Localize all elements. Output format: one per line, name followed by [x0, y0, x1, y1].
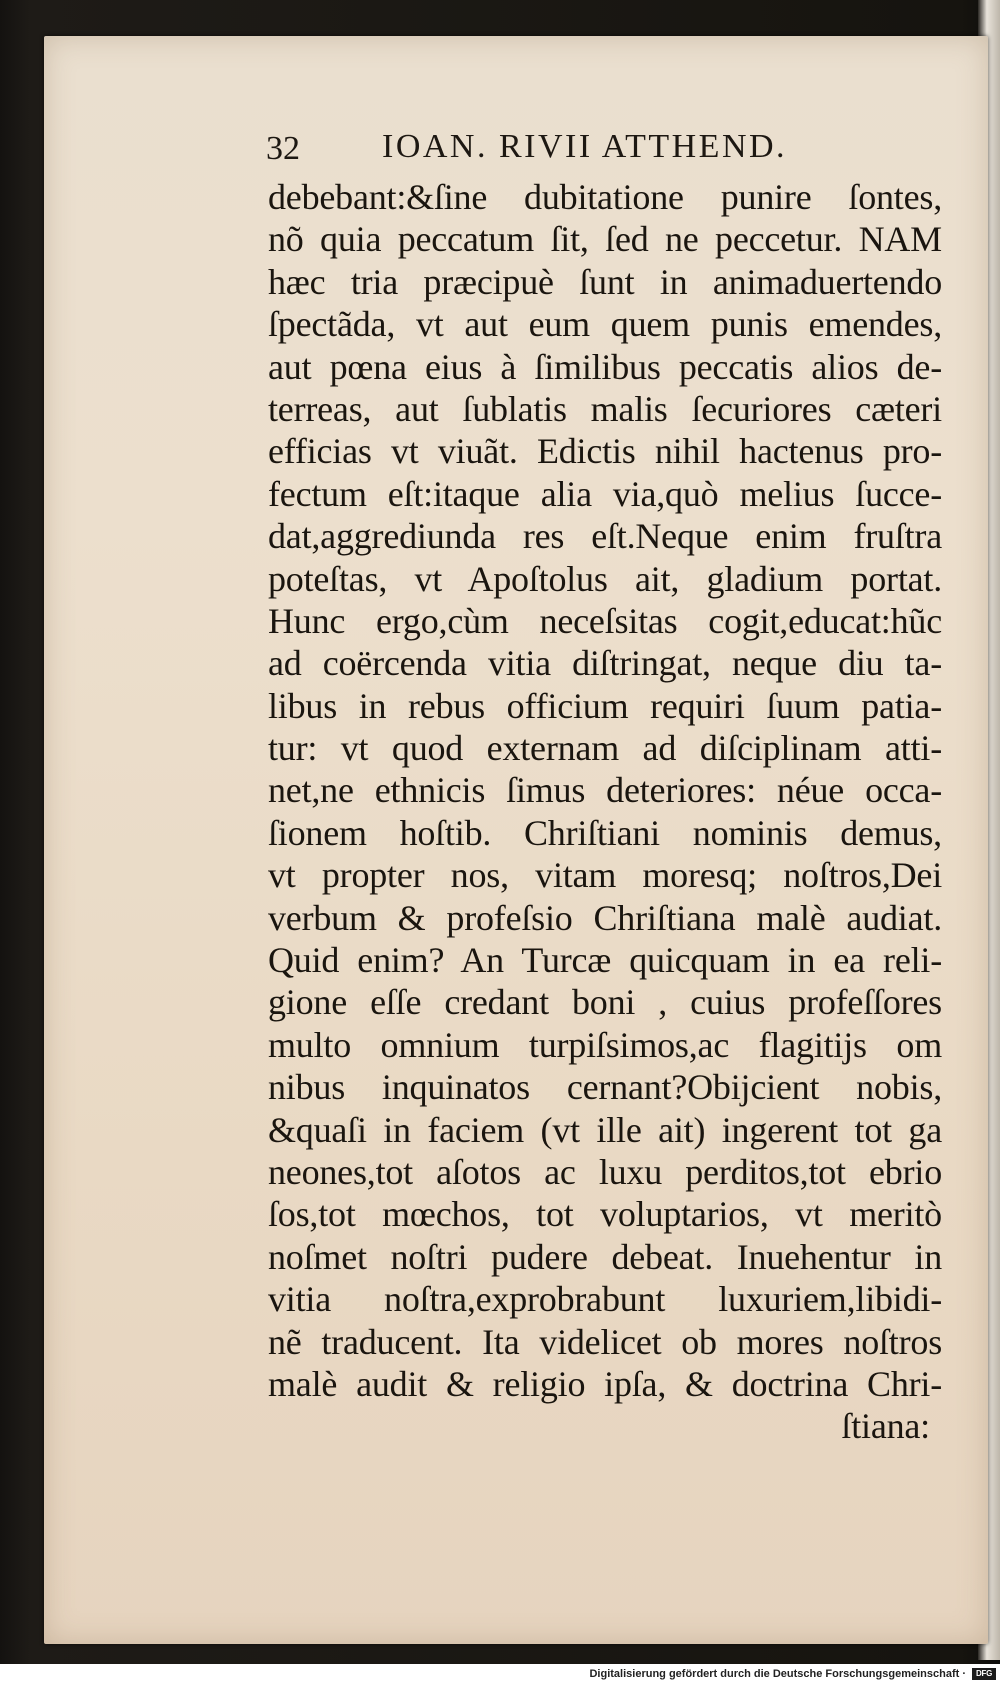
text-line: dat,aggrediunda res eſt.Neque enim fruſtra: [268, 516, 942, 557]
text-line: ſionem hoſtib. Chriſtiani nominis demus,: [268, 812, 942, 853]
funding-credit: Digitalisierung gefördert durch die Deutsche Forschungsgemeinschaft ·: [589, 1668, 966, 1680]
text-line: Hunc ergo,cùm neceſsitas cogit,educat:hũc: [268, 600, 942, 641]
text-line: gione eſſe credant boni , cuius profeſſores: [268, 982, 942, 1023]
text-line: ſpectãda, vt aut eum quem punis emendes,: [268, 304, 942, 345]
dfg-logo-icon: DFG: [972, 1668, 996, 1680]
text-line: libus in rebus officium requiri ſuum patia-: [268, 685, 942, 726]
page-number: 32: [266, 130, 300, 167]
text-line: hæc tria præcipuè ſunt in animaduertendo: [268, 261, 942, 302]
text-line: nõ quia peccatum ſit, ſed ne peccetur. NAM: [268, 219, 942, 260]
text-line: malè audit & religio ipſa, & doctrina Chri-: [268, 1363, 942, 1404]
text-line: net,ne ethnicis ſimus deteriores: néue occa-: [268, 770, 942, 811]
text-line: terreas, aut ſublatis malis ſecuriores cæteri: [268, 388, 942, 429]
body-text: [268, 176, 942, 1448]
text-line: neones,tot aſotos ac luxu perditos,tot ebrio: [268, 1151, 942, 1192]
text-line: fectum eſt:itaque alia via,quò melius ſucce-: [268, 473, 942, 514]
text-line: ſos,tot mœchos, tot voluptarios, vt meritò: [268, 1194, 942, 1235]
text-line: nẽ traducent. Ita videlicet ob mores noſtros: [268, 1321, 942, 1362]
text-line: vt propter nos, vitam moresq; noſtros,Dei: [268, 855, 942, 896]
text-line: multo omnium turpiſsimos,ac flagitijs om: [268, 1024, 942, 1065]
text-line: poteſtas, vt Apoſtolus ait, gladium portat.: [268, 558, 942, 599]
running-head: IOAN. RIVII ATTHEND.: [382, 128, 788, 165]
digitization-footer: [0, 1664, 1000, 1684]
text-line: noſmet noſtri pudere debeat. Inuehentur in: [268, 1236, 942, 1277]
text-line: &quaſi in faciem (vt ille ait) ingerent tot ga: [268, 1109, 942, 1150]
text-line: vitia noſtra,exprobrabunt luxuriem,libidi-: [268, 1279, 942, 1320]
text-line: verbum & profeſsio Chriſtiana malè audiat.: [268, 897, 942, 938]
text-line: efficias vt viuãt. Edictis nihil hactenus pro-: [268, 431, 942, 472]
text-line: nibus inquinatos cernant?Obijcient nobis,: [268, 1067, 942, 1108]
catchword: ſtiana:: [841, 1406, 930, 1447]
page-header: [266, 124, 866, 176]
text-line: ad coërcenda vitia diſtringat, neque diu ta-: [268, 643, 942, 684]
text-line: aut pœna eius à ſimilibus peccatis alios de-: [268, 346, 942, 387]
text-line: tur: vt quod externam ad diſciplinam atti-: [268, 728, 942, 769]
text-line: debebant:&ſine dubitatione punire ſontes,: [268, 177, 942, 217]
text-line: Quid enim? An Turcæ quicquam in ea reli-: [268, 940, 942, 981]
